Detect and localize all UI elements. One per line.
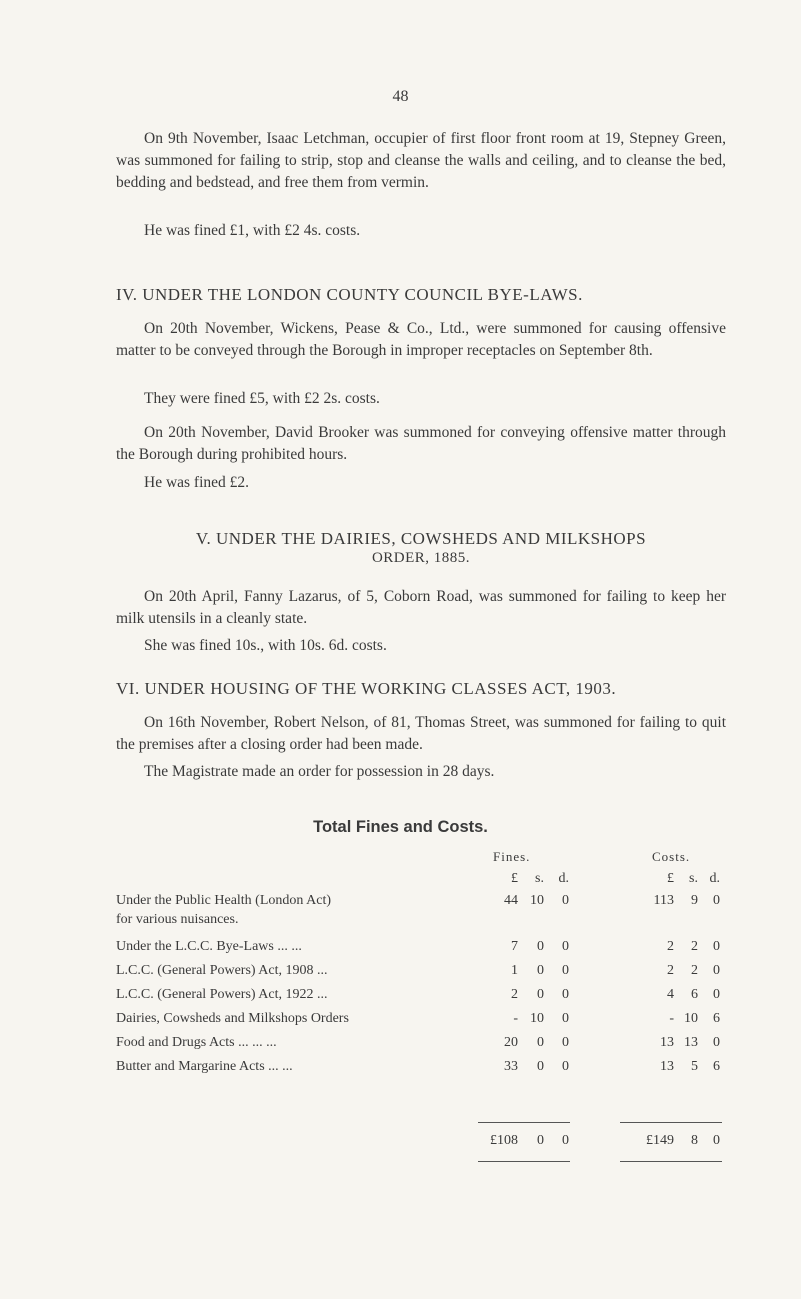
cell-c-d: 6 <box>713 1011 720 1026</box>
cell-c-l: 2 <box>667 963 674 978</box>
cell-c-s: 2 <box>691 939 698 954</box>
cell-c-s: 13 <box>684 1035 698 1050</box>
cell-f-s: 0 <box>537 1059 544 1074</box>
row-label: Under the Public Health (London Act) <box>116 893 332 908</box>
row-label: Butter and Margarine Acts ... ... <box>116 1059 293 1074</box>
total-rule-fines <box>478 1122 570 1123</box>
cell-f-s: 10 <box>530 893 544 908</box>
row-label: Dairies, Cowsheds and Milkshops Orders <box>116 1011 349 1026</box>
cell-c-l: 4 <box>667 987 674 1002</box>
cell-f-d: 0 <box>562 1059 569 1074</box>
section-v-heading-line-2: ORDER, 1885. <box>371 550 471 566</box>
paragraph-text: On 20th November, Wickens, Pease & Co., Ltd., were summoned for causing offensive matter to be conveyed through the Borough in improper receptacles on September 8th. <box>116 320 726 359</box>
fine-wickens: They were fined £5, with £2 2s. costs. <box>144 390 380 407</box>
paragraph-lazarus <box>116 586 726 630</box>
cell-f-d: 0 <box>562 939 569 954</box>
cell-c-l: 13 <box>660 1035 674 1050</box>
row-label: L.C.C. (General Powers) Act, 1908 ... <box>116 963 328 978</box>
row-label-continued: for various nuisances. <box>116 912 239 927</box>
cell-c-d: 6 <box>713 1059 720 1074</box>
cell-f-d: 0 <box>562 987 569 1002</box>
table-title: Total Fines and Costs. <box>313 818 488 836</box>
section-vi-heading: VI. UNDER HOUSING OF THE WORKING CLASSES ACT, 1903. <box>116 679 617 698</box>
section-v-heading <box>116 529 726 567</box>
cell-f-d: 0 <box>562 963 569 978</box>
cell-f-l: 20 <box>504 1035 518 1050</box>
cell-c-l: - <box>669 1011 674 1026</box>
total-fines-shillings: 0 <box>537 1133 544 1148</box>
cell-c-s: 10 <box>684 1011 698 1026</box>
paragraph-letchman <box>116 128 726 194</box>
fines-unit-shillings: s. <box>535 871 544 886</box>
fine-brooker: He was fined £2. <box>144 474 250 491</box>
section-v-heading-line-1: V. UNDER THE DAIRIES, COWSHEDS AND MILKSHOPS <box>195 529 647 548</box>
cell-c-d: 0 <box>713 939 720 954</box>
paragraph-text: On 20th November, David Brooker was summoned for conveying offensive matter through the Borough during prohibited hours. <box>116 424 726 463</box>
cell-c-s: 6 <box>691 987 698 1002</box>
row-label: Food and Drugs Acts ... ... ... <box>116 1035 277 1050</box>
cell-c-d: 0 <box>713 987 720 1002</box>
cell-c-d: 0 <box>713 1035 720 1050</box>
cell-c-l: 2 <box>667 939 674 954</box>
paragraph-wickens <box>116 318 726 362</box>
paragraph-text: On 16th November, Robert Nelson, of 81, Thomas Street, was summoned for failing to quit the premises after a closing order had been made. <box>116 714 726 753</box>
cell-c-s: 9 <box>691 893 698 908</box>
cell-c-d: 0 <box>713 893 720 908</box>
paragraph-nelson <box>116 712 726 756</box>
cell-c-l: 13 <box>660 1059 674 1074</box>
row-label: L.C.C. (General Powers) Act, 1922 ... <box>116 987 328 1002</box>
cell-c-l: 113 <box>653 893 674 908</box>
cell-f-l: 33 <box>504 1059 518 1074</box>
total-costs-pounds: £149 <box>646 1133 674 1148</box>
page-number: 48 <box>392 88 409 105</box>
paragraph-text: On 9th November, Isaac Letchman, occupier of first floor front room at 19, Stepney Green, was summoned for failing to strip, stop and cleanse the walls and ceiling, and to cleanse the bed, bedding and bedstead, and free them from vermin. <box>116 130 726 191</box>
cell-f-s: 10 <box>530 1011 544 1026</box>
fines-unit-pounds: £ <box>511 871 518 886</box>
bottom-rule-fines <box>478 1161 570 1162</box>
total-costs-shillings: 8 <box>691 1133 698 1148</box>
cell-c-s: 2 <box>691 963 698 978</box>
cell-f-s: 0 <box>537 963 544 978</box>
paragraph-brooker <box>116 422 726 466</box>
cell-f-s: 0 <box>537 1035 544 1050</box>
cell-f-s: 0 <box>537 939 544 954</box>
cell-f-l: 7 <box>511 939 518 954</box>
total-fines-pounds: £108 <box>490 1133 518 1148</box>
costs-unit-pounds: £ <box>667 871 674 886</box>
cell-f-l: 1 <box>511 963 518 978</box>
cell-f-d: 0 <box>562 1011 569 1026</box>
costs-header: Costs. <box>652 849 691 864</box>
cell-f-l: 2 <box>511 987 518 1002</box>
total-rule-costs <box>620 1122 722 1123</box>
cell-f-l: 44 <box>504 893 518 908</box>
paragraph-text: On 20th April, Fanny Lazarus, of 5, Coborn Road, was summoned for failing to keep her milk utensils in a cleanly state. <box>116 588 726 627</box>
total-costs-pence: 0 <box>713 1133 720 1148</box>
fines-header: Fines. <box>493 849 531 864</box>
fine-lazarus: She was fined 10s., with 10s. 6d. costs. <box>144 637 387 654</box>
cell-c-d: 0 <box>713 963 720 978</box>
order-nelson: The Magistrate made an order for possession in 28 days. <box>144 763 495 780</box>
cell-f-d: 0 <box>562 893 569 908</box>
fine-letchman: He was fined £1, with £2 4s. costs. <box>144 222 361 239</box>
cell-f-s: 0 <box>537 987 544 1002</box>
costs-unit-pence: d. <box>709 871 720 886</box>
cell-c-s: 5 <box>691 1059 698 1074</box>
costs-unit-shillings: s. <box>689 871 698 886</box>
cell-f-l: - <box>513 1011 518 1026</box>
bottom-rule-costs <box>620 1161 722 1162</box>
cell-f-d: 0 <box>562 1035 569 1050</box>
fines-unit-pence: d. <box>558 871 569 886</box>
row-label: Under the L.C.C. Bye-Laws ... ... <box>116 939 302 954</box>
section-iv-heading: IV. UNDER THE LONDON COUNTY COUNCIL BYE-LAWS. <box>116 285 583 304</box>
total-fines-pence: 0 <box>562 1133 569 1148</box>
